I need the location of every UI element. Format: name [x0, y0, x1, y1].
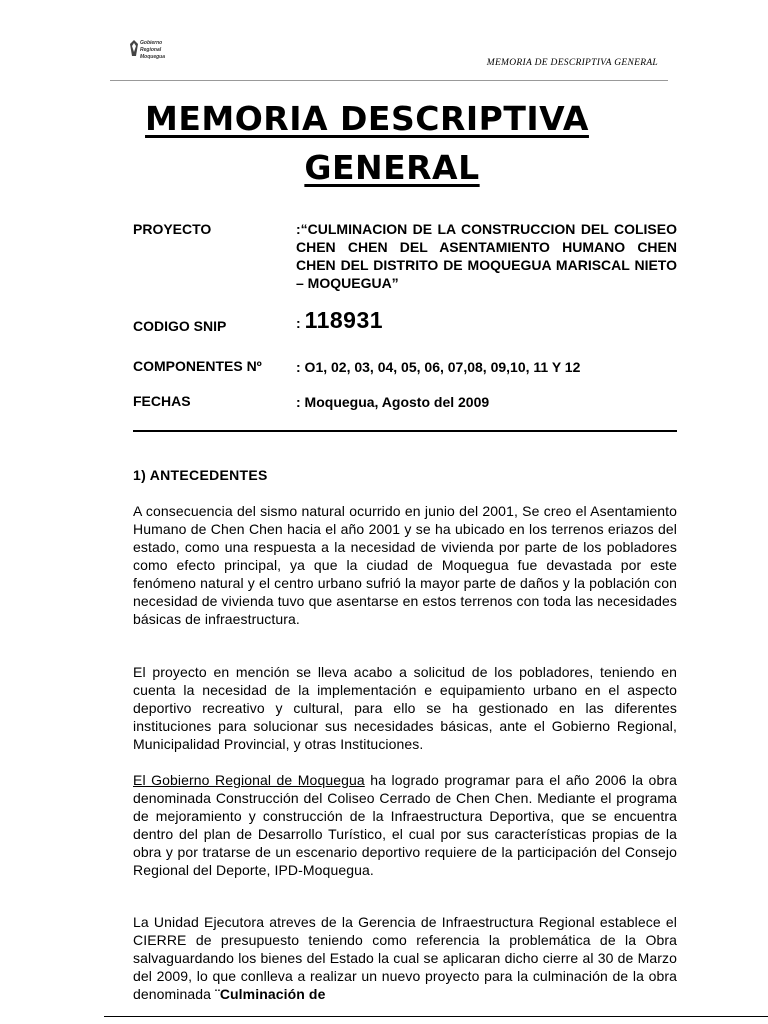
paragraph-4-text: La Unidad Ejecutora atreves de la Gerencia de Infraestructura Regional establece el CIERRE de presupuesto teniendo como referencia la problemática de la Obra salvaguardando los bienes del Estado la cual se aplicaran dicho cierre al 30 de Marzo del 2009, lo que conlleva a realizar un nuevo proyecto para la culminación de la obra denominada — [133, 914, 677, 1002]
codigo-snip-label: CODIGO SNIP — [133, 318, 227, 334]
logo-emblem-icon — [130, 40, 138, 56]
paragraph-3 — [133, 771, 677, 879]
page-bottom-divider — [104, 1016, 768, 1017]
header-divider — [110, 80, 668, 81]
codigo-snip-value: 118931 — [304, 307, 384, 333]
fechas-value: : Moquegua, Agosto del 2009 — [296, 394, 490, 410]
paragraph-4 — [133, 913, 677, 1003]
paragraph-3-text: ha logrado programar para el año 2006 la obra denominada Construcción del Coliseo Cerrado de Chen Chen. Mediante el programa de mejoramiento y construcción de la Infraestructura Deportiva, que se encuentra dentro del plan de Desarrollo Turístico, el cual por sus características propias de la obra y por tratarse de un escenario deportivo requiere de la participación del Consejo Regional del Deporte, IPD-Moquegua. — [133, 772, 677, 878]
document-title-line-1: MEMORIA DESCRIPTIVA — [145, 99, 589, 138]
proyecto-value: :“CULMINACION DE LA CONSTRUCCION DEL COLISEO CHEN CHEN DEL ASENTAMIENTO HUMANO CHEN CHEN DEL DISTRITO DE MOQUEGUA MARISCAL NIETO – MOQUEGUA” — [296, 221, 677, 291]
codigo-snip-value-row — [296, 307, 677, 333]
section-heading-antecedentes: 1) ANTECEDENTES — [133, 467, 268, 483]
codigo-snip-colon: : — [296, 315, 301, 331]
section-divider — [133, 430, 677, 432]
running-header: MEMORIA DE DESCRIPTIVA GENERAL — [486, 58, 658, 68]
paragraph-2: El proyecto en mención se lleva acabo a solicitud de los pobladores, teniendo en cuenta la necesidad de la implementación e equipamiento urbano en el aspecto deportivo recreativo y cultural, para ello se ha gestionado en las diferentes instituciones para solucionar sus necesidades básicas, ante el Gobierno Regional, Municipalidad Provincial, y otras Instituciones. — [133, 664, 677, 752]
proyecto-label: PROYECTO — [133, 221, 212, 237]
componentes-label: COMPONENTES Nº — [133, 358, 262, 374]
logo-text-line-1: Gobierno — [140, 40, 163, 46]
logo-text-line-2: Regional — [140, 47, 162, 53]
logo-text-line-3: Moquegua — [140, 54, 165, 60]
paragraph-4-bold-text: ¨Culminación de — [215, 986, 326, 1002]
paragraph-1: A consecuencia del sismo natural ocurrido en junio del 2001, Se creo el Asentamiento Humano de Chen Chen hacia el año 2001 y se ha ubicado en los terrenos eriazos del estado, como una respuesta a la necesidad de vivienda por parte de los pobladores como efecto principal, ya que la ciudad de Moquegua fue devastada por este fenómeno natural y el centro urbano sufrió la mayor parte de daños y la población con necesidad de vivienda tuvo que asentarse en estos terrenos con toda las necesidades básicas de infraestructura. — [133, 503, 677, 627]
componentes-value: : O1, 02, 03, 04, 05, 06, 07,08, 09,10, 11 Y 12 — [296, 359, 581, 375]
gobierno-regional-reference: El Gobierno Regional de Moquegua — [133, 772, 365, 788]
document-title-line-2: GENERAL — [304, 148, 480, 187]
logo — [130, 38, 190, 64]
fechas-label: FECHAS — [133, 393, 191, 409]
